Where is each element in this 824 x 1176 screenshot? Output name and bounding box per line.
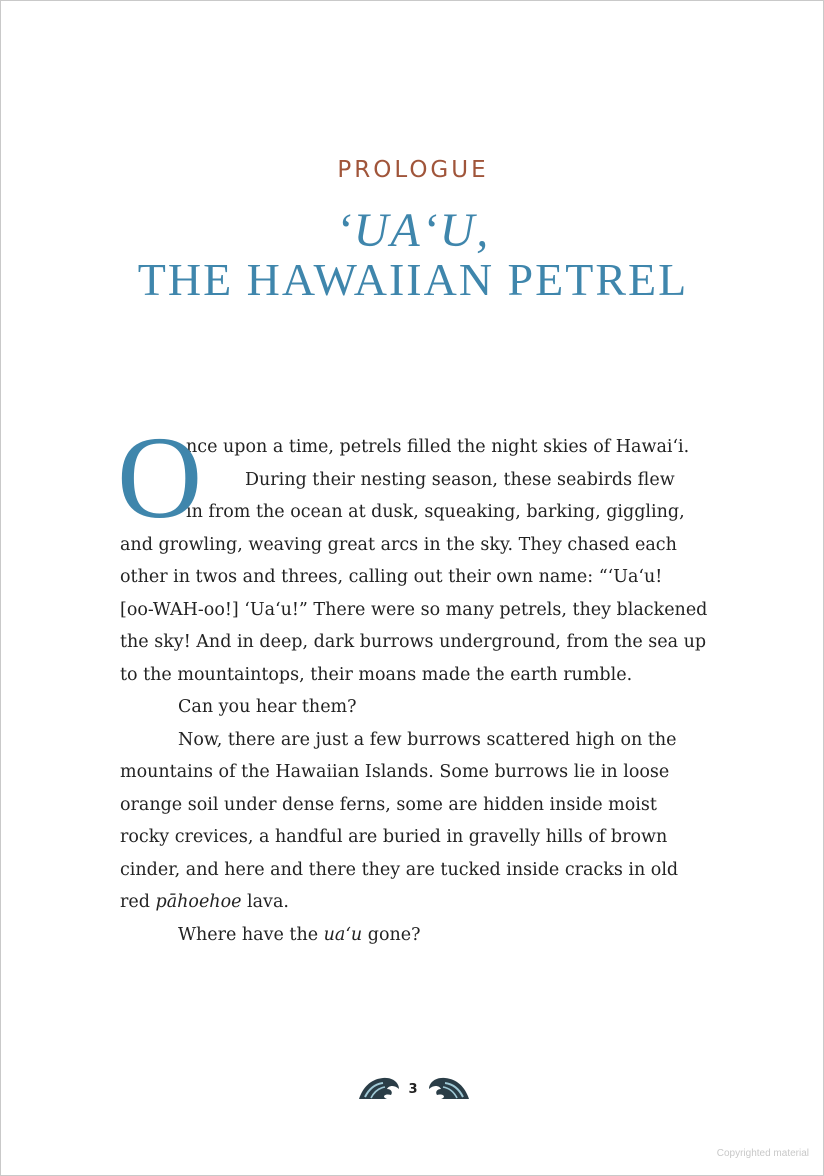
body-line-16 [120, 919, 720, 952]
body-line-16-prefix: Where have the [178, 924, 324, 945]
body-line-15 [120, 886, 720, 919]
chapter-title-line-1: ‘UA‘U, [335, 204, 491, 257]
wave-icon [357, 1073, 401, 1103]
wave-icon [427, 1073, 471, 1103]
body-line-16-suffix: gone? [362, 924, 421, 945]
body-line: to the mountaintops, their moans made the earth rumble. [120, 664, 633, 685]
page-number: 3 [408, 1082, 418, 1097]
body-line: orange soil under dense ferns, some are hidden inside moist [120, 794, 657, 815]
page-footer [1, 1073, 824, 1105]
body-line: mountains of the Hawaiian Islands. Some burrows lie in loose [120, 762, 670, 782]
chapter-kicker: PROLOGUE [337, 157, 489, 183]
body-text [117, 412, 720, 951]
chapter-title-line-2: THE HAWAIIAN PETREL [137, 254, 689, 305]
body-line: Now, there are just a few burrows scattered high on the [178, 729, 677, 750]
body-line: Can you hear them? [178, 697, 357, 717]
body-line: nce upon a time, petrels filled the night skies of Hawai‘i. [186, 437, 690, 457]
body-line: cinder, and here and there they are tucked inside cracks in old [120, 859, 679, 880]
drop-cap: O [117, 412, 203, 543]
copyright-watermark: Copyrighted material [716, 1148, 809, 1159]
body-line: in from the ocean at dusk, squeaking, barking, giggling, [186, 502, 685, 522]
italic-word-uau: ua‘u [323, 924, 363, 945]
body-line: the sky! And in deep, dark burrows underground, from the sea up [120, 632, 707, 652]
body-line-15-suffix: lava. [241, 892, 289, 912]
body-line: and growling, weaving great arcs in the sky. They chased each [120, 534, 677, 555]
body-line: rocky crevices, a handful are buried in gravelly hills of brown [120, 827, 668, 847]
body-line: [oo-WAH-oo!] ‘Ua‘u!” There were so many petrels, they blackened [120, 599, 708, 620]
body-line: other in twos and threes, calling out their own name: “‘Ua‘u! [120, 567, 663, 587]
body-line: During their nesting season, these seabirds flew [245, 469, 675, 490]
italic-word-pahoehoe: pāhoehoe [155, 892, 242, 912]
body-line-15-prefix: red [120, 892, 156, 912]
